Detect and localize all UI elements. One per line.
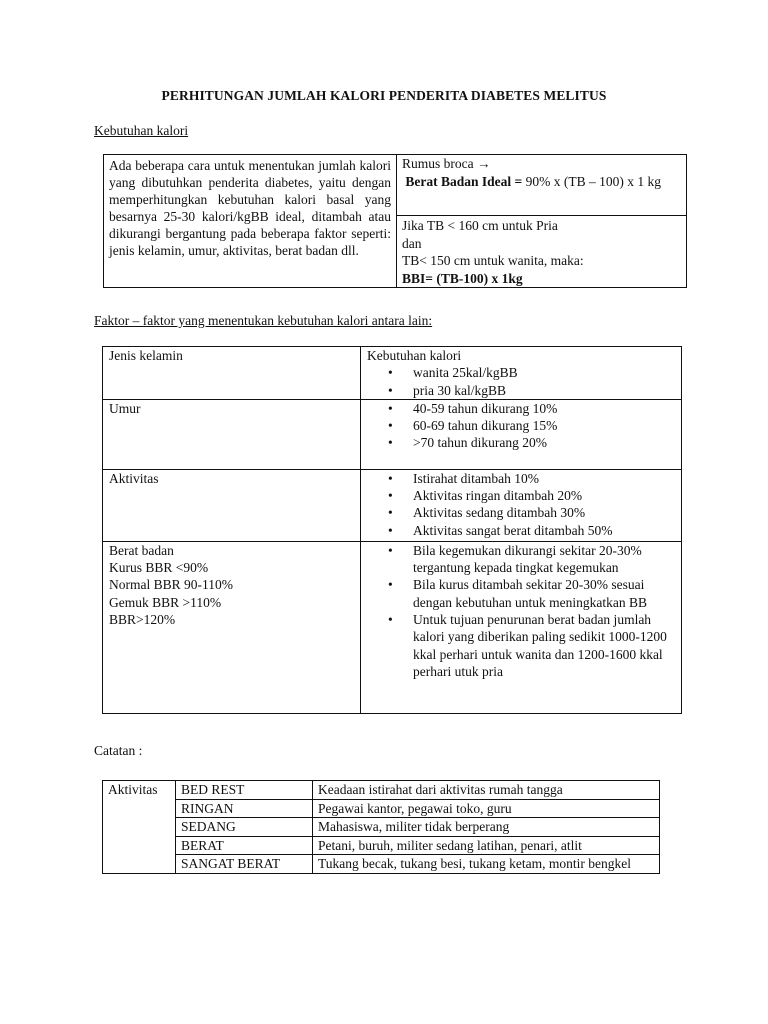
- table-row: [103, 399, 682, 469]
- table-row: [103, 781, 660, 800]
- section-heading-kebutuhan: Kebutuhan kalori: [94, 123, 189, 138]
- factor-label: [103, 541, 361, 713]
- page-title: PERHITUNGAN JUMLAH KALORI PENDERITA DIABETES MELITUS: [161, 88, 607, 103]
- list-item: • >70 tahun dikurang 20%: [413, 434, 675, 451]
- factor-label-line: Kurus BBR <90%: [109, 560, 209, 576]
- activity-level: SANGAT BERAT: [176, 855, 313, 874]
- activity-description: Pegawai kantor, pegawai toko, guru: [313, 799, 660, 818]
- activity-description: Petani, buruh, militer sedang latihan, penari, atlit: [313, 836, 660, 855]
- factor-label-line: Jenis kelamin: [109, 348, 183, 363]
- table-row: [103, 818, 660, 837]
- condition-line-1: Jika TB < 160 cm untuk Pria: [402, 218, 558, 233]
- activity-description: Mahasiswa, militer tidak berperang: [313, 818, 660, 837]
- factor-detail-title: Kebutuhan kalori: [367, 348, 462, 363]
- condition-line-3: TB< 150 cm untuk wanita, maka:: [402, 253, 584, 268]
- activity-description: Tukang becak, tukang besi, tukang ketam, montir bengkel: [313, 855, 660, 874]
- factor-label-line: BBR>120%: [109, 612, 176, 628]
- list-item: • 60-69 tahun dikurang 15%: [413, 417, 675, 434]
- broca-formula-cell: [397, 155, 687, 216]
- factor-detail: [361, 469, 682, 541]
- intro-description: Ada beberapa cara untuk menentukan jumlah kalori yang dibutuhkan penderita diabetes, yaitu dengan memperhitungkan kebutuhan kalori basal yang besarnya 25-30 kalori/kgBB ideal, ditambah atau dikurangi bergantung pada beberapa faktor seperti: jenis kelamin, umur, aktivitas, berat badan dll.: [104, 155, 397, 288]
- factor-label-line: Berat badan: [109, 542, 174, 558]
- table-row: [103, 541, 682, 713]
- factor-label-line: Aktivitas: [109, 470, 159, 486]
- factor-label-line: Gemuk BBR >110%: [109, 594, 222, 610]
- table-row: [103, 855, 660, 874]
- list-item: • Aktivitas sangat berat ditambah 50%: [413, 522, 675, 539]
- activity-level: BED REST: [176, 781, 313, 800]
- arrow-right-icon: →: [477, 156, 491, 171]
- activity-level: SEDANG: [176, 818, 313, 837]
- notes-label: Catatan :: [94, 743, 143, 758]
- intro-table: [103, 154, 687, 288]
- factor-label: [103, 469, 361, 541]
- bbi-formula: BBI= (TB-100) x 1kg: [402, 270, 523, 286]
- activity-level: BERAT: [176, 836, 313, 855]
- broca-label: Rumus broca: [402, 156, 474, 171]
- activity-level: RINGAN: [176, 799, 313, 818]
- factor-detail: [361, 541, 682, 713]
- factors-table: [102, 346, 682, 714]
- list-item: • 40-59 tahun dikurang 10%: [413, 400, 675, 417]
- activity-table: [102, 780, 660, 874]
- factor-label-line: Umur: [109, 400, 141, 416]
- table-row: [103, 347, 682, 400]
- activity-header: Aktivitas: [103, 781, 176, 874]
- list-item: • Istirahat ditambah 10%: [413, 470, 675, 487]
- section-heading-faktor: Faktor – faktor yang menentukan kebutuhan kalori antara lain:: [94, 313, 433, 328]
- factor-label: [103, 399, 361, 469]
- condition-line-2: dan: [402, 235, 422, 251]
- factor-detail: [361, 399, 682, 469]
- ideal-weight-formula: 90% x (TB – 100) x 1 kg: [525, 173, 661, 189]
- ideal-weight-label: Berat Badan Ideal =: [405, 173, 523, 189]
- activity-description: Keadaan istirahat dari aktivitas rumah tangga: [313, 781, 660, 800]
- list-item: • pria 30 kal/kgBB: [413, 382, 675, 399]
- factor-detail: [361, 347, 682, 400]
- table-row: [103, 836, 660, 855]
- list-item: • Bila kegemukan dikurangi sekitar 20-30% tergantung kepada tingkat kegemukan: [413, 542, 675, 577]
- list-item: • Aktivitas sedang ditambah 30%: [413, 504, 675, 521]
- list-item: • Bila kurus ditambah sekitar 20-30% sesuai dengan kebutuhan untuk meningkatkan BB: [413, 576, 675, 611]
- list-item: • Aktivitas ringan ditambah 20%: [413, 487, 675, 504]
- table-row: [103, 469, 682, 541]
- list-item: • Untuk tujuan penurunan berat badan jumlah kalori yang diberikan paling sedikit 1000-1200 kkal perhari untuk wanita dan 1200-1600 kkal perhari utuk pria: [413, 611, 675, 680]
- factor-label: [103, 347, 361, 400]
- list-item: • wanita 25kal/kgBB: [413, 364, 675, 381]
- table-row: [103, 799, 660, 818]
- factor-label-line: Normal BBR 90-110%: [109, 577, 233, 593]
- condition-cell: [397, 216, 687, 288]
